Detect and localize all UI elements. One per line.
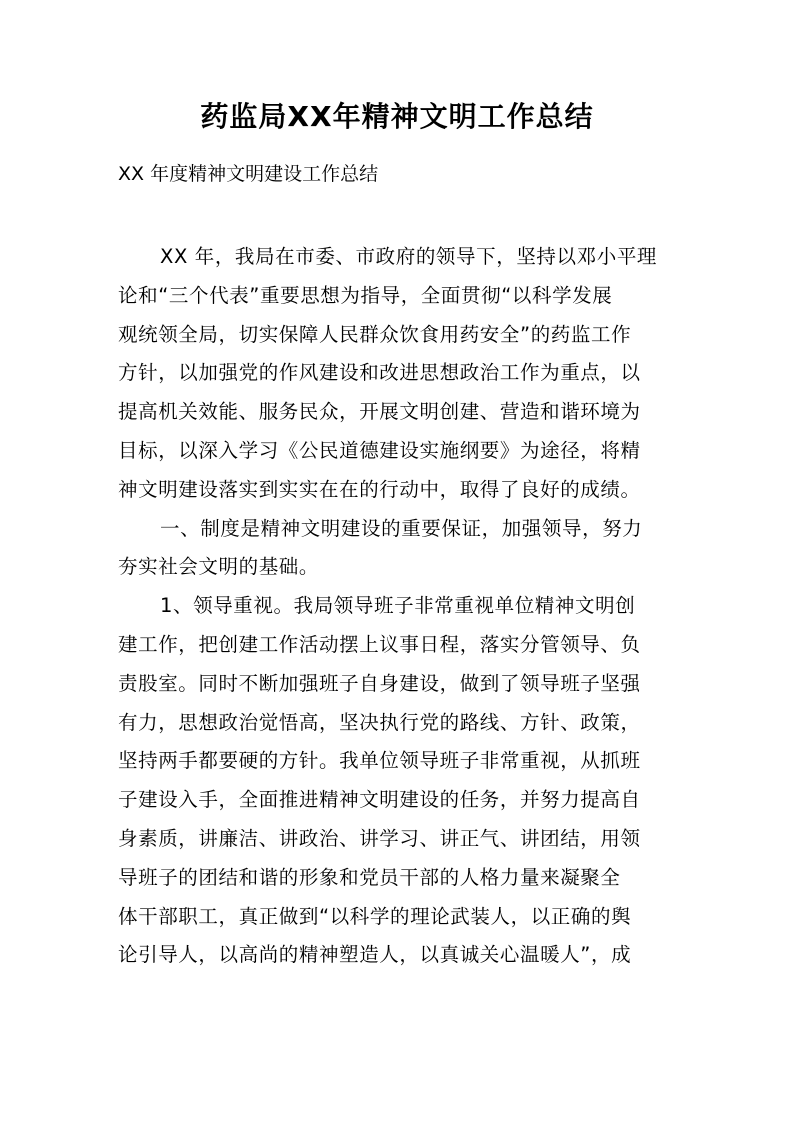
body-text-line: 论和“三个代表”重要思想为指导，全面贯彻“以科学发展 <box>118 283 613 307</box>
body-text-line: XX 年，我局在市委、市政府的领导下，坚持以邓小平理 <box>160 245 658 268</box>
body-text-line: 观统领全局，切实保障人民群众饮食用药安全”的药监工作 <box>118 322 632 346</box>
body-text-line: 责股室。同时不断加强班子自身建设，做到了领导班子坚强 <box>118 671 641 695</box>
body-text-line: 神文明建设落实到实实在在的行动中，取得了良好的成绩。 <box>118 477 641 501</box>
body-text-line: 子建设入手，全面推进精神文明建设的任务，并努力提高自 <box>118 788 641 812</box>
body-text-line: 坚持两手都要硬的方针。我单位领导班子非常重视，从抓班 <box>118 749 641 773</box>
document-subtitle: XX 年度精神文明建设工作总结 <box>118 163 379 185</box>
body-text-line: 有力，思想政治觉悟高，坚决执行党的路线、方针、政策， <box>118 710 641 734</box>
body-text-line: 目标，以深入学习《公民道德建设实施纲要》为途径，将精 <box>118 438 641 462</box>
body-text-line: 方针，以加强党的作风建设和改进思想政治工作为重点，以 <box>118 361 641 385</box>
body-text-line: 一、制度是精神文明建设的重要保证，加强领导，努力 <box>160 516 643 540</box>
body-text-line: 导班子的团结和谐的形象和党员干部的人格力量来凝聚全 <box>118 865 621 889</box>
body-text-line: 身素质，讲廉洁、讲政治、讲学习、讲正气、讲团结，用领 <box>118 826 641 850</box>
body-text-line: 夯实社会文明的基础。 <box>118 555 320 579</box>
body-text-line: 体干部职工，真正做到“以科学的理论武装人，以正确的舆 <box>118 904 632 928</box>
document-body <box>118 238 688 975</box>
body-text-line: 1、领导重视。我局领导班子非常重视单位精神文明创 <box>160 594 636 618</box>
body-text-line: 建工作，把创建工作活动摆上议事日程，落实分管领导、负 <box>118 632 641 656</box>
document-title: 药监局XX年精神文明工作总结 <box>200 100 594 133</box>
body-text-line: 提高机关效能、服务民众，开展文明创建、营造和谐环境为 <box>118 400 641 424</box>
body-text-line: 论引导人，以高尚的精神塑造人，以真诚关心温暖人”，成 <box>118 943 632 967</box>
